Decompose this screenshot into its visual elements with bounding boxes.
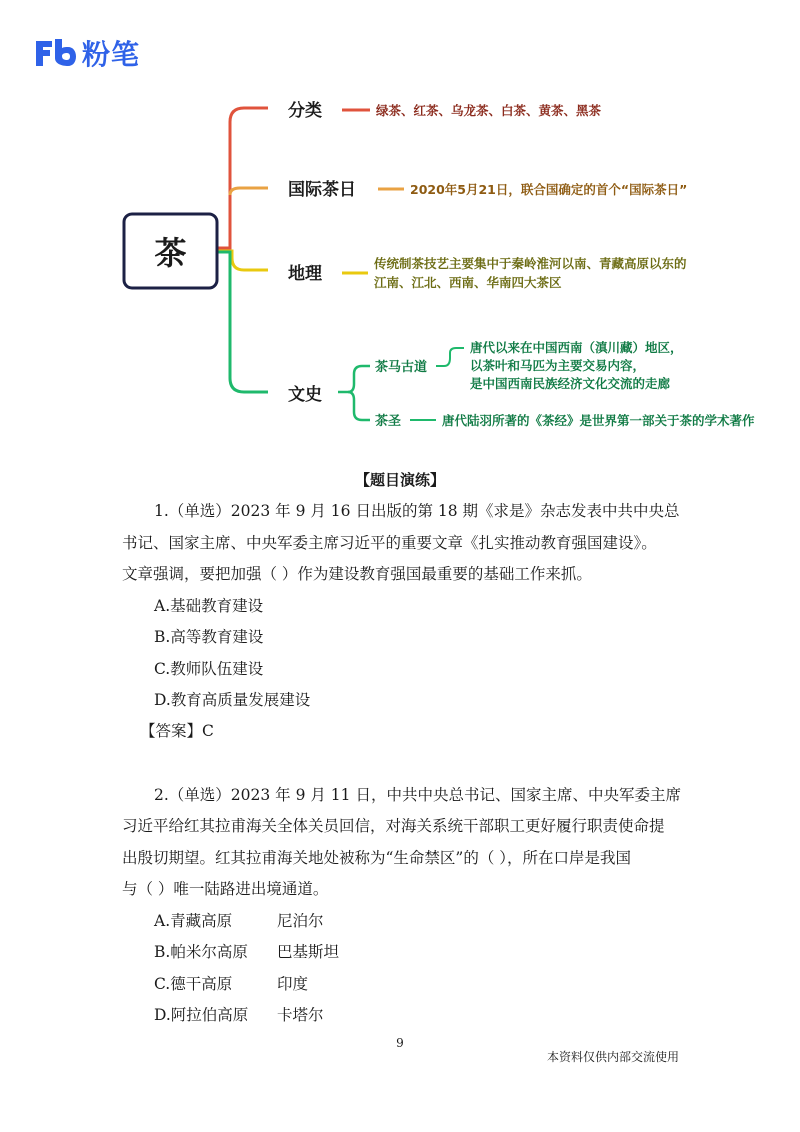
q1-line-2: 书记、国家主席、中央军委主席习近平的重要文章《扎实推动教育强国建设》。 <box>122 534 657 552</box>
tea-mind-map <box>0 0 800 440</box>
road-desc-line2: 以茶叶和马匹为主要交易内容， <box>470 358 646 373</box>
q2-line-2: 习近平给红其拉甫海关全体关员回信，对海关系统干部职工更好履行职责使命提 <box>122 817 665 835</box>
branch-label-history: 文史 <box>288 385 322 405</box>
section-title: 【题目演练】 <box>354 471 445 489</box>
branch-line-geo <box>217 251 268 270</box>
brand-name: 粉笔 <box>82 38 141 71</box>
geo-desc-line1: 传统制茶技艺主要集中于秦岭淮河以南、青藏高原以东的 <box>374 256 687 271</box>
q1-answer: 【答案】C <box>140 722 214 740</box>
q1-option-a: A.基础教育建设 <box>154 597 264 615</box>
branch-line-teaday <box>230 188 268 195</box>
branch-label-geo: 地理 <box>288 264 322 284</box>
q2-line-4: 与（ ）唯一陆路进出境通道。 <box>122 880 329 898</box>
sage-label: 茶圣 <box>375 414 402 429</box>
branch-label-teaday: 国际茶日 <box>288 180 356 200</box>
q2-option-d: D.阿拉伯高原 卡塔尔 <box>154 1006 324 1024</box>
q1-line-1: 1.（单选）2023 年 9 月 16 日出版的第 18 期《求是》杂志发表中共中央总 <box>154 502 680 520</box>
road-desc-line3: 是中国西南民族经济文化交流的走廊 <box>470 376 671 391</box>
geo-desc-line2: 江南、江北、西南、华南四大茶区 <box>374 275 562 290</box>
q1-option-d: D.教育高质量发展建设 <box>154 691 311 709</box>
q2-option-c: C.德干高原 印度 <box>154 975 309 993</box>
branch-line-category <box>217 108 268 248</box>
q1-line-3: 文章强调，要把加强（ ）作为建设教育强国最重要的基础工作来抓。 <box>122 565 592 583</box>
branch-label-category: 分类 <box>288 101 322 121</box>
q1-option-b: B.高等教育建设 <box>154 628 264 646</box>
q2-option-b: B.帕米尔高原 巴基斯坦 <box>154 943 340 961</box>
road-label: 茶马古道 <box>375 360 428 375</box>
footer-note: 本资料仅供内部交流使用 <box>547 1050 680 1064</box>
category-desc: 绿茶、红茶、乌龙茶、白茶、黄茶、黑茶 <box>376 103 602 118</box>
teaday-desc: 2020年5月21日，联合国确定的首个“国际茶日” <box>410 182 688 197</box>
center-label: 茶 <box>154 234 187 272</box>
branch-line-history <box>217 252 268 392</box>
q2-line-3: 出殷切期望。红其拉甫海关地处被称为“生命禁区”的（ ），所在口岸是我国 <box>122 849 632 867</box>
q2-line-1: 2.（单选）2023 年 9 月 11 日，中共中央总书记、国家主席、中央军委主席 <box>154 786 681 804</box>
road-desc-line1: 唐代以来在中国西南（滇川藏）地区， <box>470 340 683 355</box>
q2-option-a: A.青藏高原 尼泊尔 <box>154 912 324 930</box>
page-number: 9 <box>396 1036 404 1050</box>
sage-desc: 唐代陆羽所著的《茶经》是世界第一部关于茶的学术著作 <box>442 413 755 428</box>
q1-option-c: C.教师队伍建设 <box>154 660 264 678</box>
